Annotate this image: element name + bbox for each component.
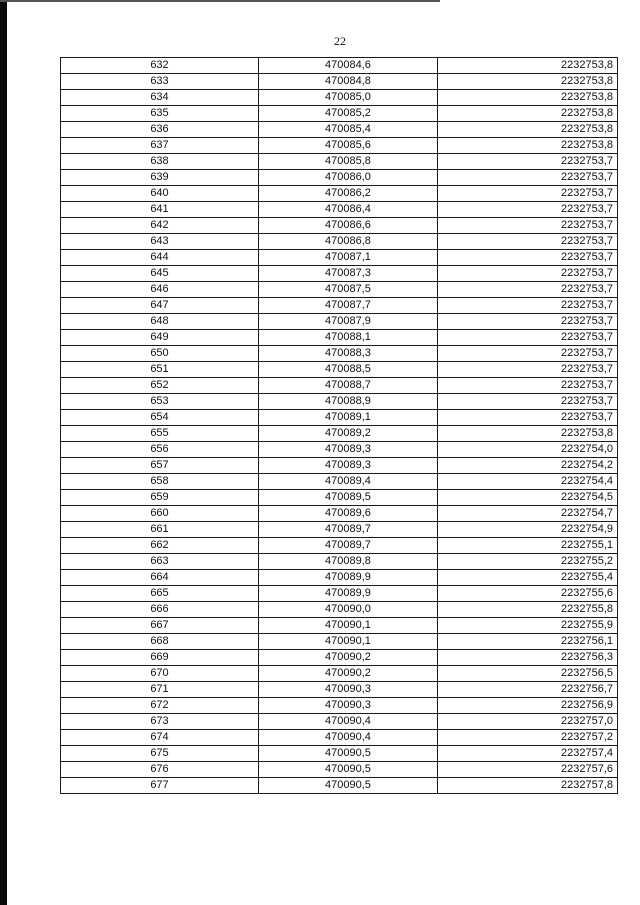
table-row [61, 362, 618, 378]
point-number-cell: 639 [61, 170, 259, 186]
y-coordinate-cell: 2232753,7 [438, 170, 618, 186]
table-row [61, 554, 618, 570]
point-number-cell: 662 [61, 538, 259, 554]
y-coordinate-cell: 2232754,7 [438, 506, 618, 522]
y-coordinate-cell: 2232753,7 [438, 314, 618, 330]
table-row [61, 106, 618, 122]
x-coordinate-cell: 470085,2 [259, 106, 438, 122]
x-coordinate-cell: 470090,4 [259, 714, 438, 730]
y-coordinate-cell: 2232753,7 [438, 186, 618, 202]
x-coordinate-cell: 470087,9 [259, 314, 438, 330]
y-coordinate-cell: 2232756,5 [438, 666, 618, 682]
y-coordinate-cell: 2232753,7 [438, 234, 618, 250]
table-row [61, 346, 618, 362]
table-row [61, 90, 618, 106]
coordinates-table-body [61, 58, 618, 794]
point-number-cell: 669 [61, 650, 259, 666]
y-coordinate-cell: 2232753,8 [438, 138, 618, 154]
point-number-cell: 633 [61, 74, 259, 90]
table-row [61, 458, 618, 474]
point-number-cell: 651 [61, 362, 259, 378]
table-row [61, 282, 618, 298]
table-row [61, 538, 618, 554]
point-number-cell: 676 [61, 762, 259, 778]
y-coordinate-cell: 2232754,5 [438, 490, 618, 506]
x-coordinate-cell: 470090,5 [259, 746, 438, 762]
point-number-cell: 649 [61, 330, 259, 346]
point-number-cell: 652 [61, 378, 259, 394]
table-row [61, 682, 618, 698]
point-number-cell: 657 [61, 458, 259, 474]
x-coordinate-cell: 470085,6 [259, 138, 438, 154]
point-number-cell: 634 [61, 90, 259, 106]
table-row [61, 490, 618, 506]
table-row [61, 730, 618, 746]
y-coordinate-cell: 2232755,9 [438, 618, 618, 634]
point-number-cell: 640 [61, 186, 259, 202]
x-coordinate-cell: 470090,2 [259, 666, 438, 682]
table-row [61, 170, 618, 186]
x-coordinate-cell: 470090,1 [259, 634, 438, 650]
table-row [61, 234, 618, 250]
coordinates-table [60, 57, 618, 794]
table-row [61, 122, 618, 138]
y-coordinate-cell: 2232754,4 [438, 474, 618, 490]
table-row [61, 74, 618, 90]
y-coordinate-cell: 2232754,2 [438, 458, 618, 474]
table-row [61, 762, 618, 778]
x-coordinate-cell: 470089,9 [259, 586, 438, 602]
x-coordinate-cell: 470085,8 [259, 154, 438, 170]
point-number-cell: 644 [61, 250, 259, 266]
y-coordinate-cell: 2232753,7 [438, 250, 618, 266]
point-number-cell: 664 [61, 570, 259, 586]
table-row [61, 394, 618, 410]
table-row [61, 634, 618, 650]
x-coordinate-cell: 470087,1 [259, 250, 438, 266]
point-number-cell: 675 [61, 746, 259, 762]
x-coordinate-cell: 470089,7 [259, 522, 438, 538]
x-coordinate-cell: 470089,9 [259, 570, 438, 586]
table-row [61, 314, 618, 330]
table-row [61, 154, 618, 170]
y-coordinate-cell: 2232753,8 [438, 58, 618, 74]
point-number-cell: 635 [61, 106, 259, 122]
x-coordinate-cell: 470090,2 [259, 650, 438, 666]
y-coordinate-cell: 2232753,7 [438, 378, 618, 394]
x-coordinate-cell: 470089,3 [259, 458, 438, 474]
x-coordinate-cell: 470087,5 [259, 282, 438, 298]
y-coordinate-cell: 2232753,8 [438, 106, 618, 122]
y-coordinate-cell: 2232757,0 [438, 714, 618, 730]
x-coordinate-cell: 470086,6 [259, 218, 438, 234]
y-coordinate-cell: 2232756,3 [438, 650, 618, 666]
table-row [61, 442, 618, 458]
table-row [61, 778, 618, 794]
x-coordinate-cell: 470090,3 [259, 698, 438, 714]
point-number-cell: 668 [61, 634, 259, 650]
x-coordinate-cell: 470090,5 [259, 778, 438, 794]
y-coordinate-cell: 2232753,7 [438, 410, 618, 426]
table-row [61, 58, 618, 74]
scan-top-rule [0, 0, 440, 2]
y-coordinate-cell: 2232754,9 [438, 522, 618, 538]
x-coordinate-cell: 470087,3 [259, 266, 438, 282]
point-number-cell: 659 [61, 490, 259, 506]
table-row [61, 586, 618, 602]
x-coordinate-cell: 470086,2 [259, 186, 438, 202]
point-number-cell: 661 [61, 522, 259, 538]
point-number-cell: 641 [61, 202, 259, 218]
table-row [61, 698, 618, 714]
table-row [61, 186, 618, 202]
table-row [61, 650, 618, 666]
x-coordinate-cell: 470086,8 [259, 234, 438, 250]
x-coordinate-cell: 470088,5 [259, 362, 438, 378]
x-coordinate-cell: 470087,7 [259, 298, 438, 314]
x-coordinate-cell: 470089,5 [259, 490, 438, 506]
y-coordinate-cell: 2232756,1 [438, 634, 618, 650]
x-coordinate-cell: 470085,0 [259, 90, 438, 106]
x-coordinate-cell: 470089,7 [259, 538, 438, 554]
y-coordinate-cell: 2232753,7 [438, 282, 618, 298]
y-coordinate-cell: 2232753,7 [438, 362, 618, 378]
point-number-cell: 642 [61, 218, 259, 234]
y-coordinate-cell: 2232753,7 [438, 394, 618, 410]
table-row [61, 570, 618, 586]
y-coordinate-cell: 2232755,8 [438, 602, 618, 618]
point-number-cell: 666 [61, 602, 259, 618]
x-coordinate-cell: 470089,1 [259, 410, 438, 426]
y-coordinate-cell: 2232757,2 [438, 730, 618, 746]
point-number-cell: 673 [61, 714, 259, 730]
point-number-cell: 653 [61, 394, 259, 410]
point-number-cell: 671 [61, 682, 259, 698]
table-row [61, 410, 618, 426]
x-coordinate-cell: 470089,8 [259, 554, 438, 570]
x-coordinate-cell: 470090,3 [259, 682, 438, 698]
point-number-cell: 643 [61, 234, 259, 250]
x-coordinate-cell: 470089,6 [259, 506, 438, 522]
x-coordinate-cell: 470090,5 [259, 762, 438, 778]
y-coordinate-cell: 2232753,8 [438, 122, 618, 138]
x-coordinate-cell: 470084,6 [259, 58, 438, 74]
table-row [61, 746, 618, 762]
point-number-cell: 667 [61, 618, 259, 634]
scan-dark-edge [0, 0, 7, 905]
point-number-cell: 648 [61, 314, 259, 330]
y-coordinate-cell: 2232757,8 [438, 778, 618, 794]
y-coordinate-cell: 2232755,6 [438, 586, 618, 602]
x-coordinate-cell: 470088,1 [259, 330, 438, 346]
point-number-cell: 655 [61, 426, 259, 442]
table-row [61, 666, 618, 682]
table-row [61, 474, 618, 490]
x-coordinate-cell: 470085,4 [259, 122, 438, 138]
point-number-cell: 677 [61, 778, 259, 794]
x-coordinate-cell: 470090,0 [259, 602, 438, 618]
y-coordinate-cell: 2232753,8 [438, 90, 618, 106]
y-coordinate-cell: 2232753,7 [438, 330, 618, 346]
x-coordinate-cell: 470090,4 [259, 730, 438, 746]
x-coordinate-cell: 470088,7 [259, 378, 438, 394]
y-coordinate-cell: 2232753,7 [438, 154, 618, 170]
x-coordinate-cell: 470084,8 [259, 74, 438, 90]
table-row [61, 266, 618, 282]
x-coordinate-cell: 470089,3 [259, 442, 438, 458]
y-coordinate-cell: 2232755,2 [438, 554, 618, 570]
table-row [61, 138, 618, 154]
y-coordinate-cell: 2232753,7 [438, 346, 618, 362]
y-coordinate-cell: 2232756,7 [438, 682, 618, 698]
table-row [61, 218, 618, 234]
y-coordinate-cell: 2232753,8 [438, 426, 618, 442]
point-number-cell: 647 [61, 298, 259, 314]
table-row [61, 426, 618, 442]
table-row [61, 330, 618, 346]
point-number-cell: 663 [61, 554, 259, 570]
table-row [61, 378, 618, 394]
y-coordinate-cell: 2232753,7 [438, 218, 618, 234]
point-number-cell: 638 [61, 154, 259, 170]
y-coordinate-cell: 2232753,7 [438, 202, 618, 218]
table-row [61, 714, 618, 730]
point-number-cell: 646 [61, 282, 259, 298]
point-number-cell: 658 [61, 474, 259, 490]
x-coordinate-cell: 470086,0 [259, 170, 438, 186]
point-number-cell: 645 [61, 266, 259, 282]
point-number-cell: 656 [61, 442, 259, 458]
point-number-cell: 672 [61, 698, 259, 714]
x-coordinate-cell: 470090,1 [259, 618, 438, 634]
point-number-cell: 674 [61, 730, 259, 746]
x-coordinate-cell: 470089,2 [259, 426, 438, 442]
point-number-cell: 665 [61, 586, 259, 602]
table-row [61, 250, 618, 266]
point-number-cell: 650 [61, 346, 259, 362]
point-number-cell: 632 [61, 58, 259, 74]
table-row [61, 202, 618, 218]
point-number-cell: 654 [61, 410, 259, 426]
point-number-cell: 636 [61, 122, 259, 138]
x-coordinate-cell: 470088,3 [259, 346, 438, 362]
table-row [61, 298, 618, 314]
table-row [61, 522, 618, 538]
y-coordinate-cell: 2232756,9 [438, 698, 618, 714]
y-coordinate-cell: 2232757,4 [438, 746, 618, 762]
x-coordinate-cell: 470086,4 [259, 202, 438, 218]
y-coordinate-cell: 2232753,7 [438, 266, 618, 282]
y-coordinate-cell: 2232755,4 [438, 570, 618, 586]
page-number: 22 [334, 34, 346, 48]
y-coordinate-cell: 2232754,0 [438, 442, 618, 458]
y-coordinate-cell: 2232755,1 [438, 538, 618, 554]
y-coordinate-cell: 2232753,7 [438, 298, 618, 314]
table-row [61, 618, 618, 634]
point-number-cell: 637 [61, 138, 259, 154]
table-row [61, 506, 618, 522]
x-coordinate-cell: 470089,4 [259, 474, 438, 490]
y-coordinate-cell: 2232757,6 [438, 762, 618, 778]
x-coordinate-cell: 470088,9 [259, 394, 438, 410]
point-number-cell: 660 [61, 506, 259, 522]
table-row [61, 602, 618, 618]
point-number-cell: 670 [61, 666, 259, 682]
y-coordinate-cell: 2232753,8 [438, 74, 618, 90]
